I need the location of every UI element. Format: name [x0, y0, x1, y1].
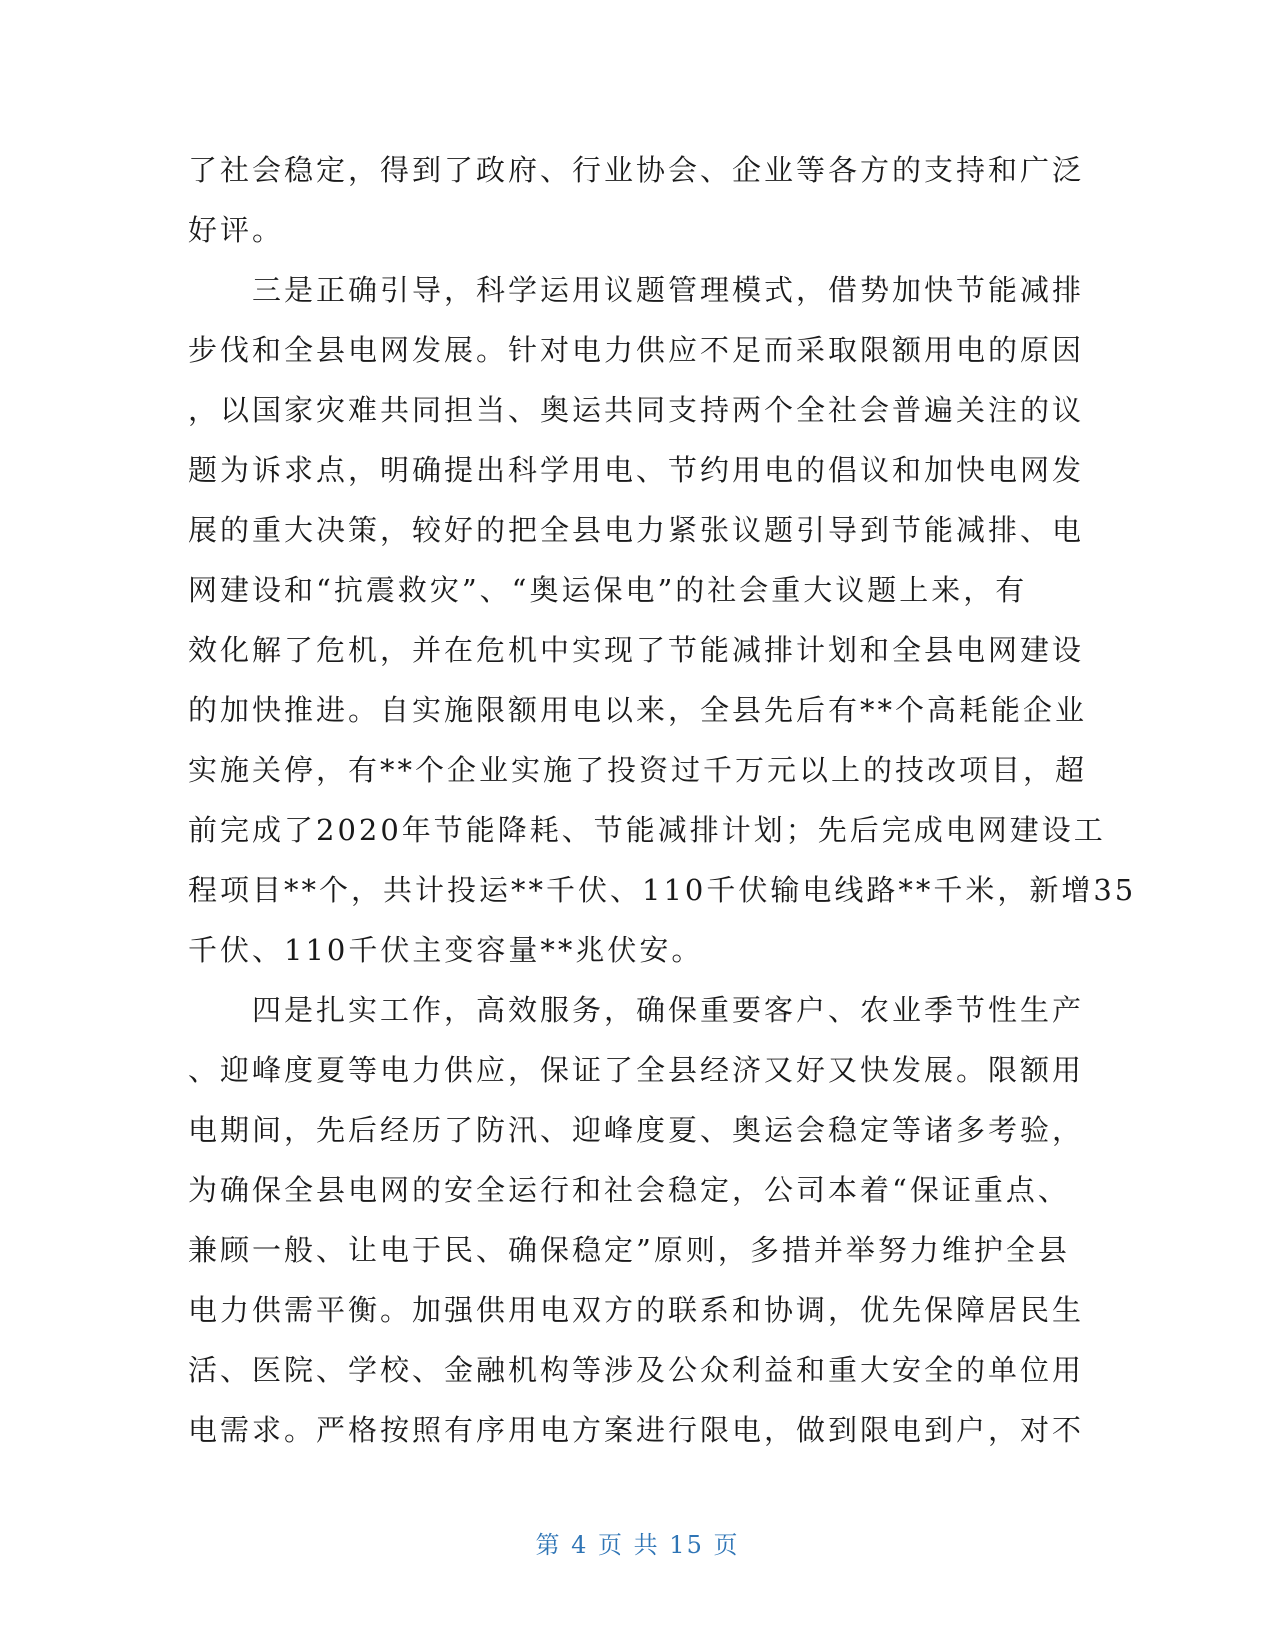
text-line: 四是扎实工作，高效服务，确保重要客户、农业季节性生产 — [188, 993, 1085, 1027]
text-line: 题为诉求点，明确提出科学用电、节约用电的倡议和加快电网发 — [188, 453, 1085, 487]
text-line: 兼顾一般、让电于民、确保稳定”原则，多措并举努力维护全县 — [188, 1233, 1070, 1267]
text-line: 程项目**个，共计投运**千伏、110千伏输电线路**千米，新增35 — [188, 873, 1137, 907]
text-line: 电力供需平衡。加强供用电双方的联系和协调，优先保障居民生 — [188, 1293, 1085, 1327]
text-line: 电需求。严格按照有序用电方案进行限电，做到限电到户，对不 — [188, 1413, 1085, 1447]
text-line: 、迎峰度夏等电力供应，保证了全县经济又好又快发展。限额用 — [188, 1053, 1085, 1087]
text-line: 了社会稳定，得到了政府、行业协会、企业等各方的支持和广泛 — [188, 153, 1085, 187]
text-line: 网建设和“抗震救灾”、“奥运保电”的社会重大议题上来，有 — [188, 573, 1028, 607]
text-line: ，以国家灾难共同担当、奥运共同支持两个全社会普遍关注的议 — [188, 393, 1085, 427]
text-line: 的加快推进。自实施限额用电以来，全县先后有**个高耗能企业 — [188, 693, 1088, 727]
page-number-footer: 第 4 页 共 15 页 — [535, 1531, 740, 1559]
text-line: 前完成了2020年节能降耗、节能减排计划；先后完成电网建设工 — [188, 813, 1106, 847]
text-line: 展的重大决策，较好的把全县电力紧张议题引导到节能减排、电 — [188, 513, 1085, 547]
text-line: 三是正确引导，科学运用议题管理模式，借势加快节能减排 — [188, 273, 1085, 307]
text-line: 为确保全县电网的安全运行和社会稳定，公司本着“保证重点、 — [188, 1173, 1070, 1207]
text-line: 实施关停，有**个企业实施了投资过千万元以上的技改项目，超 — [188, 753, 1088, 787]
text-line: 步伐和全县电网发展。针对电力供应不足而采取限额用电的原因 — [188, 333, 1085, 367]
text-line: 好评。 — [188, 213, 285, 247]
text-line: 效化解了危机，并在危机中实现了节能减排计划和全县电网建设 — [188, 633, 1085, 667]
text-line: 活、医院、学校、金融机构等涉及公众利益和重大安全的单位用 — [188, 1353, 1085, 1387]
text-line: 电期间，先后经历了防汛、迎峰度夏、奥运会稳定等诸多考验， — [188, 1113, 1085, 1147]
text-line: 千伏、110千伏主变容量**兆伏安。 — [188, 933, 704, 967]
body-text — [188, 140, 1137, 1460]
